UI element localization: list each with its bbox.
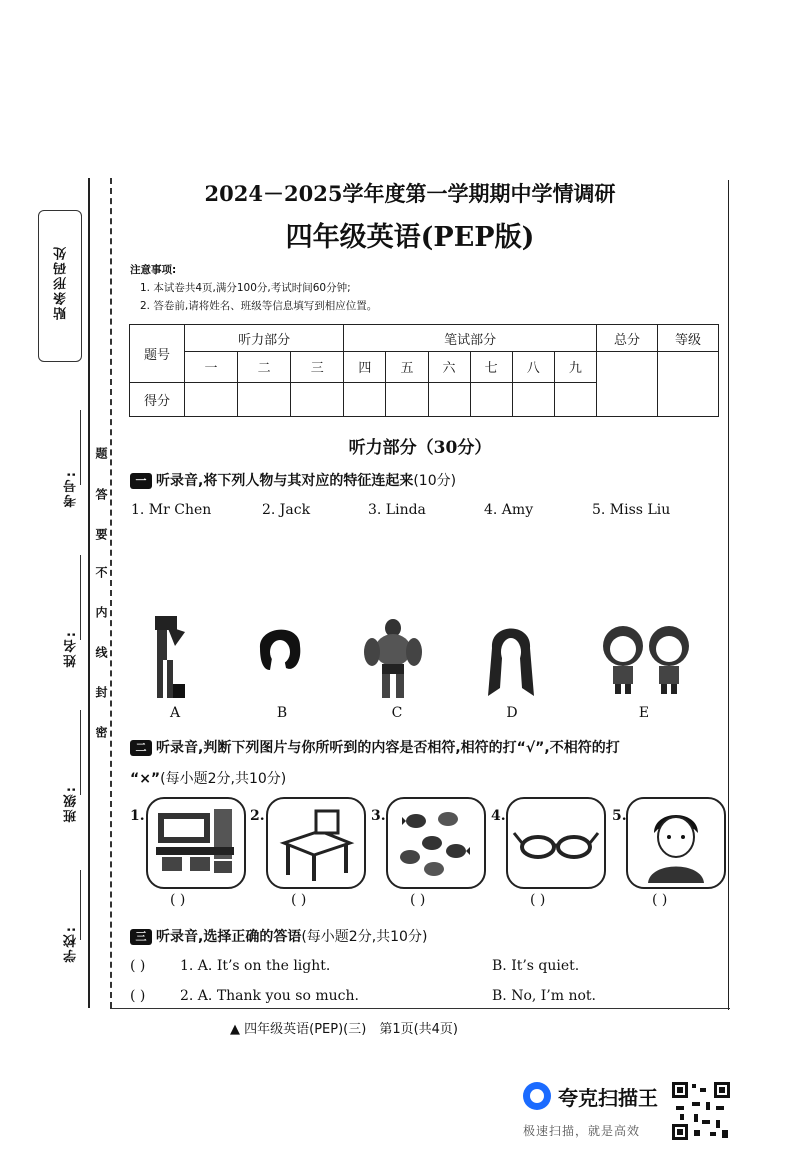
- notes-item: 1. 本试卷共4页,满分100分,考试时间60分钟;: [140, 282, 351, 294]
- listening-section-title: 听力部分（30分）: [348, 438, 492, 458]
- q1-name-5: 5. Miss Liu: [592, 502, 671, 518]
- q3-row-2-option-b: B. No, I’m not.: [492, 988, 596, 1004]
- q1-name-4: 4. Amy: [484, 502, 534, 518]
- q3-score: (每小题2分,共10分): [301, 929, 428, 945]
- seal-word: 答: [94, 488, 108, 501]
- q3-header: [130, 926, 427, 946]
- two-friends-illustration: [593, 622, 699, 694]
- field-line-class: [80, 710, 81, 795]
- q2-picture-box-4: [506, 797, 606, 889]
- score-cell[interactable]: [554, 382, 596, 416]
- q2-text-2: “×”: [130, 771, 161, 787]
- notes-item: 2. 答卷前,请将姓名、班级等信息填写到相应位置。: [140, 300, 378, 312]
- q2-num-1: 1.: [130, 808, 145, 824]
- q2-num-4: 4.: [491, 808, 506, 824]
- q1-name-3: 3. Linda: [368, 502, 426, 518]
- score-col: 六: [428, 352, 470, 382]
- q2-picture-box-1: [146, 797, 246, 889]
- long-hair-illustration: [482, 618, 540, 700]
- field-line-name: [80, 555, 81, 640]
- page-bottom-border: [110, 1008, 730, 1009]
- exam-title: 2024－2025学年度第一学期期中学情调研: [204, 181, 616, 206]
- qr-code-icon: [670, 1080, 732, 1142]
- boy-portrait-icon: [628, 799, 724, 887]
- q2-answer-blank-3[interactable]: ( ): [410, 892, 426, 908]
- score-cell[interactable]: [512, 382, 554, 416]
- q2-num-3: 3.: [371, 808, 386, 824]
- score-cell[interactable]: [470, 382, 512, 416]
- q2-answer-blank-1[interactable]: ( ): [170, 892, 186, 908]
- score-table-total: 总分: [597, 325, 658, 352]
- q2-num-2: 2.: [250, 808, 265, 824]
- desk-chair-icon: [268, 799, 364, 887]
- score-col: 九: [554, 352, 596, 382]
- seal-dashed-line: [110, 178, 112, 1008]
- field-line-exam-number: [80, 410, 81, 485]
- q2-num-5: 5.: [612, 808, 627, 824]
- q1-letter-d: D: [506, 705, 518, 721]
- score-col: 五: [386, 352, 428, 382]
- field-exam-number: 考号:: [64, 470, 79, 508]
- exam-notes: [130, 261, 377, 315]
- seal-word: 题: [94, 447, 108, 460]
- q3-row-1-option-a: 1. A. It’s on the light.: [180, 958, 331, 974]
- score-cell-grade[interactable]: [658, 352, 719, 417]
- candies-icon: [388, 799, 484, 887]
- q1-name-2: 2. Jack: [262, 502, 311, 518]
- q2-number: 二: [130, 740, 152, 756]
- q1-text: 听录音,将下列人物与其对应的特征连起来: [156, 473, 414, 489]
- scanner-slogan: 极速扫描，就是高效: [523, 1124, 641, 1138]
- q1-header: [130, 470, 456, 490]
- page-right-border: [728, 180, 729, 1010]
- seal-word: 要: [94, 528, 108, 541]
- seal-word: 封: [94, 686, 108, 699]
- q1-score: (10分): [413, 473, 457, 489]
- q2-header-line2: [130, 768, 286, 788]
- scanner-brand: 夸克扫描王: [558, 1086, 658, 1110]
- strong-man-illustration: [362, 616, 424, 700]
- q3-row-1-option-b: B. It’s quiet.: [492, 958, 580, 974]
- field-name: 姓名:: [64, 630, 79, 668]
- short-hair-illustration: [254, 618, 306, 676]
- q1-letter-e: E: [638, 705, 650, 721]
- field-school: 学校:: [64, 925, 79, 963]
- seal-word: 不: [94, 566, 108, 579]
- score-cell-total[interactable]: [597, 352, 658, 417]
- score-cell[interactable]: [428, 382, 470, 416]
- score-col: 三: [291, 352, 344, 382]
- q2-picture-box-5: [626, 797, 726, 889]
- score-cell[interactable]: [185, 382, 238, 416]
- q2-picture-box-2: [266, 797, 366, 889]
- q2-picture-box-3: [386, 797, 486, 889]
- score-col: 一: [185, 352, 238, 382]
- q2-answer-blank-4[interactable]: ( ): [530, 892, 546, 908]
- q2-answer-blank-2[interactable]: ( ): [291, 892, 307, 908]
- score-cell[interactable]: [344, 382, 386, 416]
- score-col: 二: [238, 352, 291, 382]
- footer-triangle-icon: ▲: [230, 1022, 240, 1037]
- q2-header: [130, 737, 620, 757]
- q3-number: 三: [130, 929, 152, 945]
- score-table-grade: 等级: [658, 325, 719, 352]
- q1-letter-c: C: [391, 705, 403, 721]
- score-table-listening: 听力部分: [185, 325, 344, 352]
- exam-subtitle: 四年级英语(PEP版): [285, 222, 535, 253]
- score-cell[interactable]: [386, 382, 428, 416]
- q3-text: 听录音,选择正确的答语: [156, 929, 302, 945]
- q1-name-1: 1. Mr Chen: [131, 502, 212, 518]
- barcode-label: 贴条形码处: [54, 245, 69, 320]
- glasses-icon: [508, 799, 604, 887]
- score-cell[interactable]: [291, 382, 344, 416]
- seal-word: 密: [94, 726, 108, 739]
- score-table: [129, 324, 719, 417]
- field-class: 班级:: [64, 785, 79, 823]
- notes-heading: 注意事项:: [130, 264, 177, 276]
- q3-row-2-blank[interactable]: ( ): [130, 988, 146, 1004]
- q2-score: (每小题2分,共10分): [160, 771, 287, 787]
- q3-row-1-blank[interactable]: ( ): [130, 958, 146, 974]
- score-col: 八: [512, 352, 554, 382]
- q2-answer-blank-5[interactable]: ( ): [652, 892, 668, 908]
- page-footer: [230, 1018, 610, 1037]
- q3-row-2-option-a: 2. A. Thank you so much.: [180, 988, 359, 1004]
- q2-text: 听录音,判断下列图片与你所听到的内容是否相符,相符的打“√”,不相符的打: [156, 740, 620, 756]
- footer-text: 四年级英语(PEP)(三) 第1页(共4页): [244, 1022, 459, 1037]
- score-table-writing: 笔试部分: [344, 325, 597, 352]
- margin-line-outer: [88, 178, 90, 1008]
- q1-letter-a: A: [169, 705, 181, 721]
- seal-word: 线: [94, 646, 108, 659]
- score-cell[interactable]: [238, 382, 291, 416]
- field-line-school: [80, 870, 81, 940]
- scanner-logo-icon: [523, 1082, 551, 1110]
- q1-number: 一: [130, 473, 152, 489]
- score-table-q-label: 题号: [130, 325, 185, 383]
- q1-letter-b: B: [276, 705, 288, 721]
- score-col: 七: [470, 352, 512, 382]
- tall-thin-person-illustration: [145, 612, 195, 700]
- computer-room-icon: [148, 799, 244, 887]
- seal-word: 内: [94, 606, 108, 619]
- score-table-score-label: 得分: [130, 382, 185, 416]
- score-col: 四: [344, 352, 386, 382]
